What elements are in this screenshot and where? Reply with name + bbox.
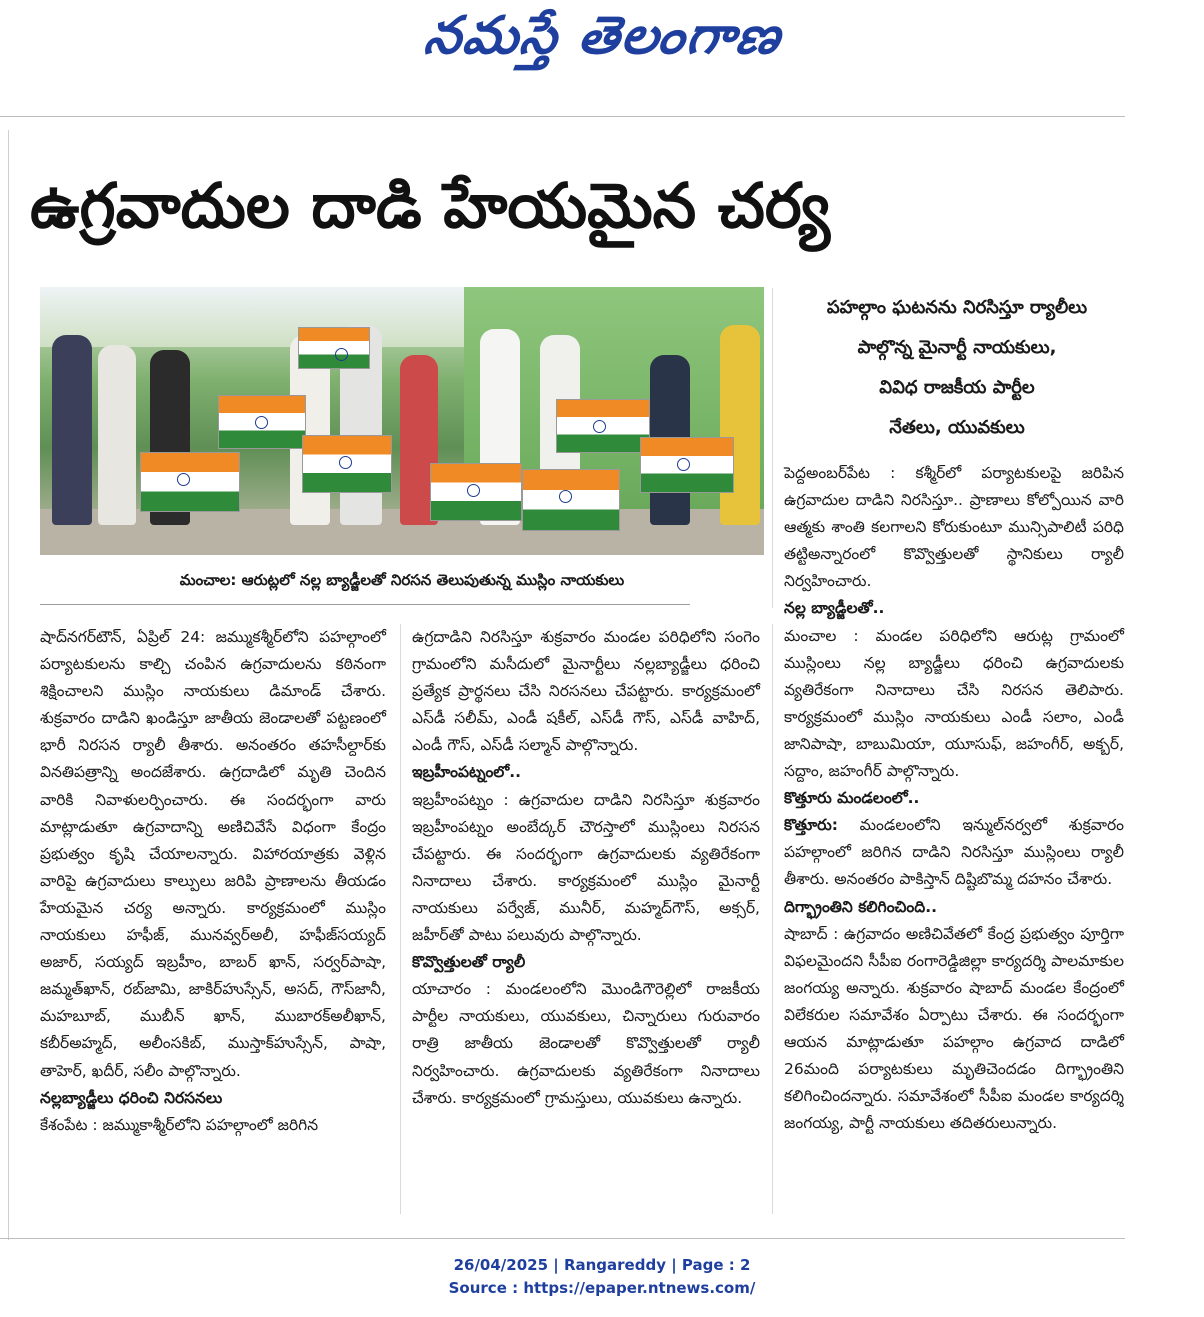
flag bbox=[556, 399, 650, 453]
subheading: దిగ్భ్రాంతిని కలిగించింది.. bbox=[784, 897, 937, 916]
masthead bbox=[0, 0, 1204, 92]
flag bbox=[640, 437, 734, 493]
flag bbox=[298, 327, 370, 369]
flag bbox=[430, 463, 522, 521]
masthead-divider bbox=[0, 116, 1125, 117]
article-column-3 bbox=[784, 460, 1124, 1137]
masthead-logo: నమస్తే తెలంగాణ bbox=[420, 6, 786, 66]
subheading: కొవ్వొత్తులతో ర్యాలీ bbox=[412, 953, 526, 972]
subheading: ఇబ్రహీంపట్నంలో.. bbox=[412, 763, 522, 782]
paragraph: మంచాల : మండల పరిధిలోని ఆరుట్ల గ్రామంలో ముస్లింలు నల్ల బ్యాడ్జీలు ధరించి ఉగ్రవాదులకు వ్యతిరేకంగా నినాదాలు చేసి నిరసన తెలిపారు. కార్యక్రమంలో ముస్లిం నాయకులు ఎండీ సలాం, ఎండీ జానిపాషా, బాబుమియా, యూసుఫ్‌, జహంగీర్‌, అక్బర్‌, సద్దాం, జహంగీర్‌ పాల్గొన్నారు. bbox=[784, 626, 1124, 781]
column-divider bbox=[400, 624, 401, 1214]
subheading: నల్లబ్యాడ్జీలు ధరించి నిరసనలు bbox=[40, 1088, 223, 1107]
paragraph-text: మండలంలోని ఇన్ముల్‌నర్వలో శుక్రవారం పహల్గాంలో జరిగిన దాడిని నిరసిస్తూ ముస్లింలు ర్యాలీ తీశారు. అనంతరం పాకిస్తాన్‌ దిష్టిబొమ్మ దహనం చేశారు. bbox=[784, 816, 1124, 889]
paragraph: షాద్‌నగర్‌టౌన్‌, ఏప్రిల్‌ 24: జమ్ముకశ్మీర్‌లోని పహల్గాంలో పర్యాటకులను కాల్చి చంపిన ఉగ్రవాదులను కఠినంగా శిక్షించాలని ముస్లిం నాయకులు డిమాండ్‌ చేశారు. శుక్రవారం దాడిని ఖండిస్తూ జాతీయ జెండాలతో పట్టణంలో భారీ నిరసన ర్యాలీ తీశారు. అనంతరం తహసీల్దార్‌కు వినతిపత్రాన్ని అందజేశారు. ఉగ్రదాడిలో మృతి చెందిన వారికి నివాళులర్పించారు. ఈ సందర్భంగా వారు మాట్లాడుతూ ఉగ్రవాదాన్ని అణిచివేసే విధంగా కేంద్రం ప్రభుత్వం కృషి చేయాలన్నారు. విహారయాత్రకు వెళ్లిన వారిపై ఉగ్రవాదులు కాల్పులు జరిపి ప్రాణాలను తీయడం హేయమైన చర్య అన్నారు. కార్యక్రమంలో ముస్లిం నాయకులు హఫీజ్‌, మునవ్వర్‌అలీ, హఫీజ్‌సయ్యద్‌ అజార్‌, సయ్యద్‌ ఇబ్రహీం, బాబర్‌ ఖాన్‌, సర్వర్‌పాషా, జమ్మత్‌ఖాన్‌, రబ్‌జామి, జాకిర్‌హుస్సేన్‌, అసద్‌, గౌస్‌జానీ, మహబూబ్‌, ముబీన్‌ ఖాన్‌, ముబారక్‌అలీఖాన్‌, కబీర్‌అహ్మద్‌, అలీంసకిబ్‌, ముస్తాక్‌హుస్సేన్‌, పాషా, తాహెర్‌, ఖదీర్‌, సలీం పాల్గొన్నారు. bbox=[40, 628, 386, 1080]
paragraph: షాబాద్‌ : ఉగ్రవాదం అణిచివేతలో కేంద్ర ప్రభుత్వం పూర్తిగా విఫలమైందని సీపీఐ రంగారెడ్డిజిల్లా కార్యదర్శి పాలమాకుల జంగయ్య అన్నారు. శుక్రవారం షాబాద్‌ మండల కేంద్రంలో విలేకరుల సమావేశం ఏర్పాటు చేశారు. ఈ సందర్భంగా ఆయన మాట్లాడుతూ పహల్గాం ఉగ్రవాద దాడిలో 26మంది పర్యాటకులు మృతిచెందడం దిగ్భ్రాంతిని కలిగించిందన్నారు. సమావేశంలో సీపీఐ మండల కార్యదర్శి జంగయ్య, పార్టీ నాయకులు తదితరులున్నారు. bbox=[784, 924, 1124, 1133]
column-divider bbox=[772, 288, 773, 608]
deck-line: నేతలు, యువకులు bbox=[889, 417, 1025, 438]
subheading: కొత్తూరు మండలంలో.. bbox=[784, 789, 920, 808]
footer bbox=[0, 1254, 1204, 1300]
photo-person bbox=[720, 325, 760, 525]
paragraph: యాచారం : మండలంలోని మొండిగౌరెల్లిలో రాజకీయ పార్టీల నాయకులు, యువకులు, చిన్నారులు గురువారం రాత్రి జాతీయ జెండాలతో కొవ్వొత్తులతో ర్యాలీ నిర్వహించారు. ఉగ్రవాదులకు వ్యతిరేకంగా నినాదాలు చేశారు. కార్యక్రమంలో గ్రామస్తులు, యువకులు ఉన్నారు. bbox=[412, 980, 760, 1107]
subheading: నల్ల బ్యాడ్జీలతో.. bbox=[784, 599, 885, 618]
edition-info: 26/04/2025 | Rangareddy | Page : 2 bbox=[453, 1256, 751, 1274]
headline: ఉగ్రవాదుల దాడి హేయమైన చర్య bbox=[30, 169, 831, 242]
flag bbox=[522, 469, 620, 531]
deck-line: వివిధ రాజకీయ పార్టీల bbox=[879, 377, 1035, 398]
flag bbox=[140, 452, 240, 512]
paragraph: కేశంపేట : జమ్ముకాశ్మీర్‌లోని పహల్గాంలో జరిగిన bbox=[40, 1115, 319, 1134]
flag bbox=[302, 435, 392, 493]
deck bbox=[790, 288, 1124, 448]
paragraph: పెద్దఅంబర్‌పేట : కశ్మీర్‌లో పర్యాటకులపై జరిపిన ఉగ్రవాదుల దాడిని నిరసిస్తూ.. ప్రాణాలు కోల్పోయిన వారి ఆత్మకు శాంతి కలగాలని కోరుకుంటూ మున్సిపాలిటీ పరిధి తట్టిఅన్నారంలో కొవ్వొత్తులతో స్థానికులు ర్యాలీ నిర్వహించారు. bbox=[784, 464, 1124, 591]
paragraph: ఉగ్రదాడిని నిరసిస్తూ శుక్రవారం మండల పరిధిలోని సంగెం గ్రామంలోని మసీదులో మైనార్టీలు నల్లబ్యాడ్జీలు ధరించి ప్రత్యేక ప్రార్థనలు చేసి నిరసనలు చేపట్టారు. కార్యక్రమంలో ఎస్‌డీ సలీమ్‌, ఎండీ షకీల్‌, ఎస్‌డీ గౌస్‌, ఎస్‌డీ వాహిద్‌, ఎండీ గౌస్‌, ఎస్‌డీ సల్మాన్‌ పాల్గొన్నారు. bbox=[412, 628, 760, 755]
paragraph bbox=[784, 812, 1124, 893]
left-border bbox=[8, 130, 9, 1240]
deck-line: పహల్గాం ఘటనను నిరసిస్తూ ర్యాలీలు bbox=[826, 297, 1088, 318]
column-divider bbox=[772, 624, 773, 1214]
photo-caption: మంచాల: ఆరుట్లలో నల్ల బ్యాడ్జీలతో నిరసన తెలుపుతున్న ముస్లిం నాయకులు bbox=[179, 571, 625, 589]
paragraph: ఇబ్రహీంపట్నం : ఉగ్రవాదుల దాడిని నిరసిస్తూ శుక్రవారం ఇబ్రహీంపట్నం అంబేద్కర్‌ చౌరస్తాలో ముస్లింలు నిరసన చేపట్టారు. ఈ సందర్భంగా ఉగ్రవాదులకు వ్యతిరేకంగా నినాదాలు చేశారు. కార్యక్రమంలో ముస్లిం మైనార్టీ నాయకులు పర్వేజ్‌, మునీర్‌, మహ్మద్‌గౌస్‌, అక్సర్‌, జహీర్‌తో పాటు పలువురు పాల్గొన్నారు. bbox=[412, 790, 760, 945]
deck-line: పాల్గొన్న మైనార్టీ నాయకులు, bbox=[857, 337, 1057, 358]
photo-person bbox=[52, 335, 92, 525]
flag bbox=[218, 395, 306, 449]
caption-divider bbox=[40, 604, 690, 605]
source-link[interactable]: Source : https://epaper.ntnews.com/ bbox=[448, 1279, 756, 1297]
dateline: కొత్తూరు: bbox=[784, 816, 838, 835]
article-column-1 bbox=[40, 624, 386, 1139]
news-photo bbox=[40, 287, 764, 555]
photo-person bbox=[98, 345, 136, 525]
footer-divider bbox=[0, 1238, 1125, 1239]
article-column-2 bbox=[412, 624, 760, 1112]
